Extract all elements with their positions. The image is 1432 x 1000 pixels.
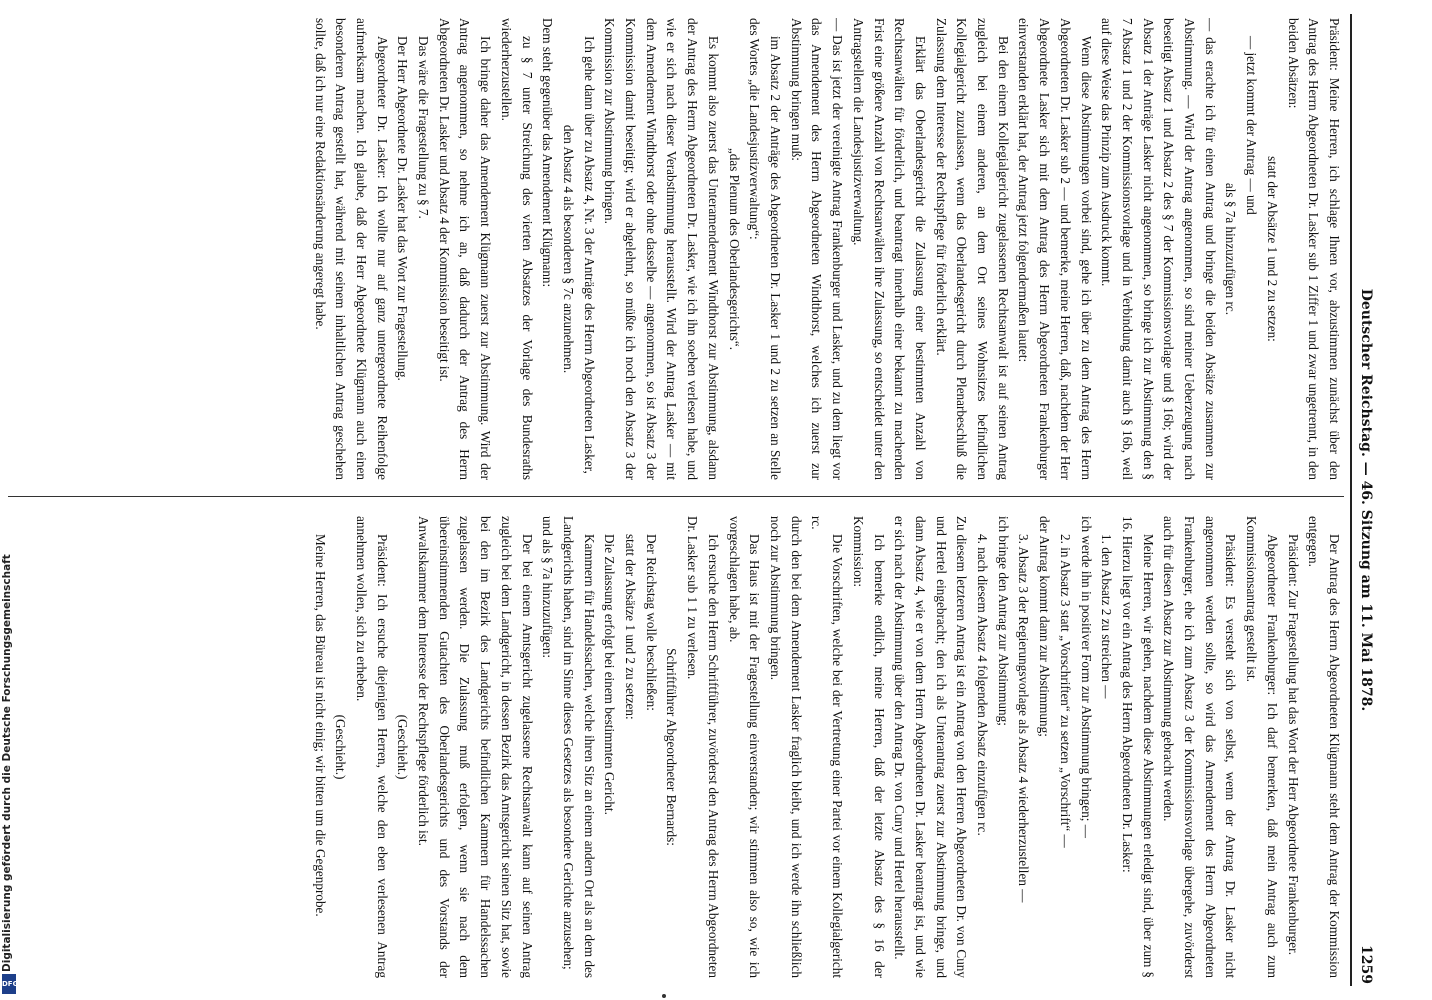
paragraph: 2. in Absatz 3 statt „Vorschriften“ zu setzen „Vorschrift“ —: [1057, 534, 1073, 848]
paragraph: statt der Absätze 1 und 2 zu setzen:: [1264, 156, 1280, 342]
paragraph: Wenn diese Abstimmungen vorbei sind, gehe ich über zu dem Antrag des Herrn Abgeordneten Dr. Lasker sub 2 — und bemerke, meine Herren, daß, nachdem der Herr Abgeordnete Lasker sich mit dem Antrag des Herrn Abgeordneten Frankenburger einverstanden erklärt hat, der Antrag jetzt folgendermaßen lautet:: [1016, 18, 1094, 480]
paragraph: Ich ersuche den Herrn Schriftführer, zuvörderst den Antrag des Herrn Abgeordneten Dr. Lasker sub 1 1 zu verlesen.: [685, 516, 721, 978]
paragraph: — Das ist jetzt der vereinigte Antrag Frankenburger und Lasker, und zu dem liegt vor das Amendement des Herrn Abgeordneten Windthorst, welches ich zuerst zur Abstimmung bringen muß:: [788, 18, 846, 480]
paragraph: zu § 7 unter Streichung des vierten Absatzes der Vorlage des Bundesraths wiederherzustellen.: [498, 18, 535, 480]
paragraph: 1. den Absatz 2 zu streichen —: [1099, 534, 1115, 699]
paragraph: (Geschieht.): [333, 714, 349, 780]
paragraph: durch den bei dem Amendement Lasker fraglich bleibt, und ich werde ihn schließlich noch zur Abstimmung bringen.: [768, 516, 804, 978]
paragraph: Die Vorschriften, welche bei der Vertretung einer Partei vor einem Kollegialgericht rc.: [809, 516, 846, 978]
header-title: Deutscher Reichstag. — 46. Sitzung am 11. Mai 1878.: [1358, 288, 1374, 712]
paragraph: — das erachte ich für einen Antrag und bringe die beiden Absätze zusammen zur Abstimmung. — Wird der Antrag angenommen, so sind meiner Ueberzeugung nach beseitigt Absatz 1 und Absatz 2 des § 7 der Kommissionsvorlage und § 16b; wird der Absatz 1 der Anträge Lasker nicht angenommen, so bringe ich zur Abstimmung den § 7 Absatz 1 und 2 der Kommissionsvorlage und in Verbindung damit auch § 16b, weil auf diese Weise das Prinzip zum Ausdruck kommt.: [1099, 18, 1218, 480]
paragraph: Ich bemerke endlich, meine Herren, daß der letzte Absatz des § 16 der Kommission:: [850, 516, 887, 978]
digitization-strip: [0, 0, 20, 1000]
paragraph: Ich gehe dann über zu Absatz 4, Nr. 3 der Anträge des Herrn Abgeordneten Lasker,: [581, 36, 597, 474]
paragraph: Abgeordneter Frankenburger: Ich darf bemerken, daß mein Antrag auch zum Kommissionsantrag gestellt ist.: [1244, 516, 1280, 978]
paragraph: und als § 7a hinzuzufügen:: [540, 516, 556, 659]
scan-speck: [662, 994, 666, 998]
paragraph: den Absatz 4 als besonderen § 7c anzunehmen.: [560, 124, 576, 374]
paragraph: Präsident: Meine Herren, ich schlage Ihnen vor, abzustimmen zunächst über den Antrag des Herrn Abgeordneten Dr. Lasker sub 1 Ziffer 1 und zwar ungetrennt, in den beiden Absätzen:: [1285, 18, 1342, 480]
paragraph: Meine Herren, wir gehen, nachdem diese Abstimmungen erledigt sind, über zum § 16. Hierzu liegt vor ein Antrag des Herrn Abgeordneten Dr. Lasker:: [1119, 516, 1156, 978]
paragraph: 4. nach diesem Absatz 4 folgenden Absatz einzufügen rc.: [975, 534, 991, 836]
right-column: [8, 516, 1344, 978]
paragraph: Der bei einem Amtsgericht zugelassene Rechtsanwalt kann auf seinen Antrag zugleich bei dem Landgericht, in dessen Bezirk das Amtsgericht seinen Sitz hat, sowie bei den im Bezirk des Landgerichts befindlichen Kammern für Handelssachen zugelassen werden. Die Zulassung muß erfolgen, wenn sie nach dem übereinstimmenden Gutachten des Oberlandesgerichts und des Vorstands der Anwaltskammer dem Interesse der Rechtspflege förderlich ist.: [416, 516, 535, 978]
paragraph: Bei den einem Kollegialgericht zugelassenen Rechtsanwalt ist auf seinen Antrag zugleich bei einem anderen, an dem Ort seines Wohnsitzes befindlichen Kollegialgericht zuzulassen, wenn das Oberlandesgericht durch Plenarbeschluß die Zulassung dem Interesse der Rechtspflege für förderlich erklärt.: [933, 18, 1011, 480]
paragraph: der Antrag kommt dann zur Abstimmung;: [1037, 516, 1053, 737]
paragraph: Ich bringe daher das Amendement Klügmann zuerst zur Abstimmung. Wird der Antrag angenommen, so nehme ich an, daß dadurch der Antrag des Herrn Abgeordneten Dr. Lasker und Absatz 4 der Kommission beseitigt ist.: [436, 18, 494, 480]
paragraph: Kammern für Handelssachen, welche ihren Sitz an einem andern Ort als an dem des Landgerichts haben, sind im Sinne dieses Gesetzes als besondere Gerichte anzusehen;: [560, 516, 597, 978]
paragraph: Das Haus ist mit der Fragestellung einverstanden; wir stimmen also so, wie ich vorgeschlagen habe, ab.: [726, 516, 763, 978]
paragraph: Abgeordneter Dr. Lasker: Ich wollte nur auf ganz untergeordnete Reihenfolge aufmerksam machen. Ich glaube, daß der Herr Abgeordnete Klügmann auch einen besonderen Antrag gestellt hat, während mit seinem inhaltlichen Antrag geschehen sollte, daß ich nur eine Redaktionsänderung angeregt habe.: [312, 18, 390, 480]
paragraph: Präsident: Zur Fragestellung hat das Wort der Herr Abgeordnete Frankenburger.: [1285, 534, 1301, 956]
paragraph: (Geschieht.): [395, 714, 411, 780]
header-rule: [1350, 14, 1352, 986]
page-number: 1259: [1358, 945, 1374, 984]
paragraph: Es kommt also zuerst das Unteramendement Windthorst zur Abstimmung, alsdann der Antrag des Herrn Abgeordneten Dr. Lasker, wie ich ihn soeben verlesen habe, und wie er sich nach dieser Verabstimmung herausstellt. Wird der Antrag Lasker — mit dem Amendement Windthorst oder ohne dasselbe — angenommen, so ist Absatz 3 der Kommission damit beseitigt; wird er abgelehnt, so müßte ich noch den Absatz 3 der Kommission zur Abstimmung bringen.: [602, 18, 721, 480]
digitization-notice: Digitalisierung gefördert durch die Deutsche Forschungsgemeinschaft: [1, 554, 13, 972]
paragraph: Präsident: Ich ersuche diejenigen Herren, welche den eben verlesenen Antrag annehmen wollen, sich zu erheben.: [353, 516, 390, 978]
paragraph: im Absatz 2 der Anträge des Abgeordneten Dr. Lasker 1 und 2 zu setzen an Stelle des Wortes „die Landesjustizverwaltung“:: [747, 18, 784, 480]
paragraph: Das wäre die Fragestellung zu § 7.: [416, 36, 432, 219]
paragraph: ich bringe den Antrag zur Abstimmung;: [995, 516, 1011, 726]
dfg-logo: DFG: [2, 974, 16, 994]
paragraph: Der Herr Abgeordnete Dr. Lasker hat das Wort zur Fragestellung.: [395, 36, 411, 381]
paragraph: Präsident: Es versteht sich von selbst, wenn der Antrag Dr. Lasker nicht angenommen werden sollte, so wird das Amendement des Herrn Abgeordneten Frankenburger, ehe ich zum Absatz 3 der Kommissionsvorlage übergehe, zuvörderst auch für diesen Absatz zur Abstimmung gebracht werden.: [1161, 516, 1239, 978]
paragraph: als § 7a hinzuzufügen rc.: [1223, 182, 1239, 316]
paragraph: Erklärt das Oberlandesgericht die Zulassung einer bestimmten Anzahl von Rechtsanwälten für förderlich, und beantragt innerhalb einer bekannt zu machenden Frist eine größere Anzahl von Rechtsanwälten ihre Zulassung, so entscheidet unter den Antragstellern die Landesjustizverwaltung.: [850, 18, 928, 480]
column-divider: [8, 496, 1344, 497]
paragraph: Zu diesem letzteren Antrag ist ein Antrag von den Herren Abgeordneten Dr. von Cuny und Hertel eingebracht; den ich als Unterantrag zuerst zur Abstimmung bringe, und dann Absatz 4, wie er von dem Herrn Abgeordneten Dr. Lasker beantragt ist, und wie er sich nach der Abstimmung über den Antrag Dr. von Cuny und Hertel herausstellt.: [892, 516, 970, 978]
paragraph: Der Antrag des Herrn Abgeordneten Klügmann steht dem Antrag der Kommission entgegen.: [1306, 516, 1342, 978]
paragraph: Die Zulassung erfolgt bei einem bestimmten Gericht.: [602, 534, 618, 815]
paragraph: ich werde ihn in positiver Form zur Abstimmung bringen; —: [1078, 516, 1094, 838]
paragraph: 3. Absatz 3 der Regierungsvorlage als Absatz 4 wiederherzustellen —: [1016, 534, 1032, 903]
paragraph: statt der Absätze 1 und 2 zu setzen:: [623, 534, 639, 720]
page-header: [1350, 14, 1380, 986]
paragraph: — jetzt kommt der Antrag — und: [1244, 36, 1260, 215]
paragraph: „das Plenum des Oberlandesgerichts“.: [726, 147, 742, 351]
paragraph: Dem steht gegenüber das Amendement Klügmann:: [540, 18, 556, 288]
paragraph: Der Reichstag wolle beschließen:: [643, 534, 659, 711]
paragraph: Schriftführer Abgeordneter Bernards:: [664, 648, 680, 846]
paragraph: Meine Herren, das Büreau ist nicht einig; wir bitten um die Gegenprobe.: [312, 534, 328, 917]
left-column: [8, 18, 1344, 480]
